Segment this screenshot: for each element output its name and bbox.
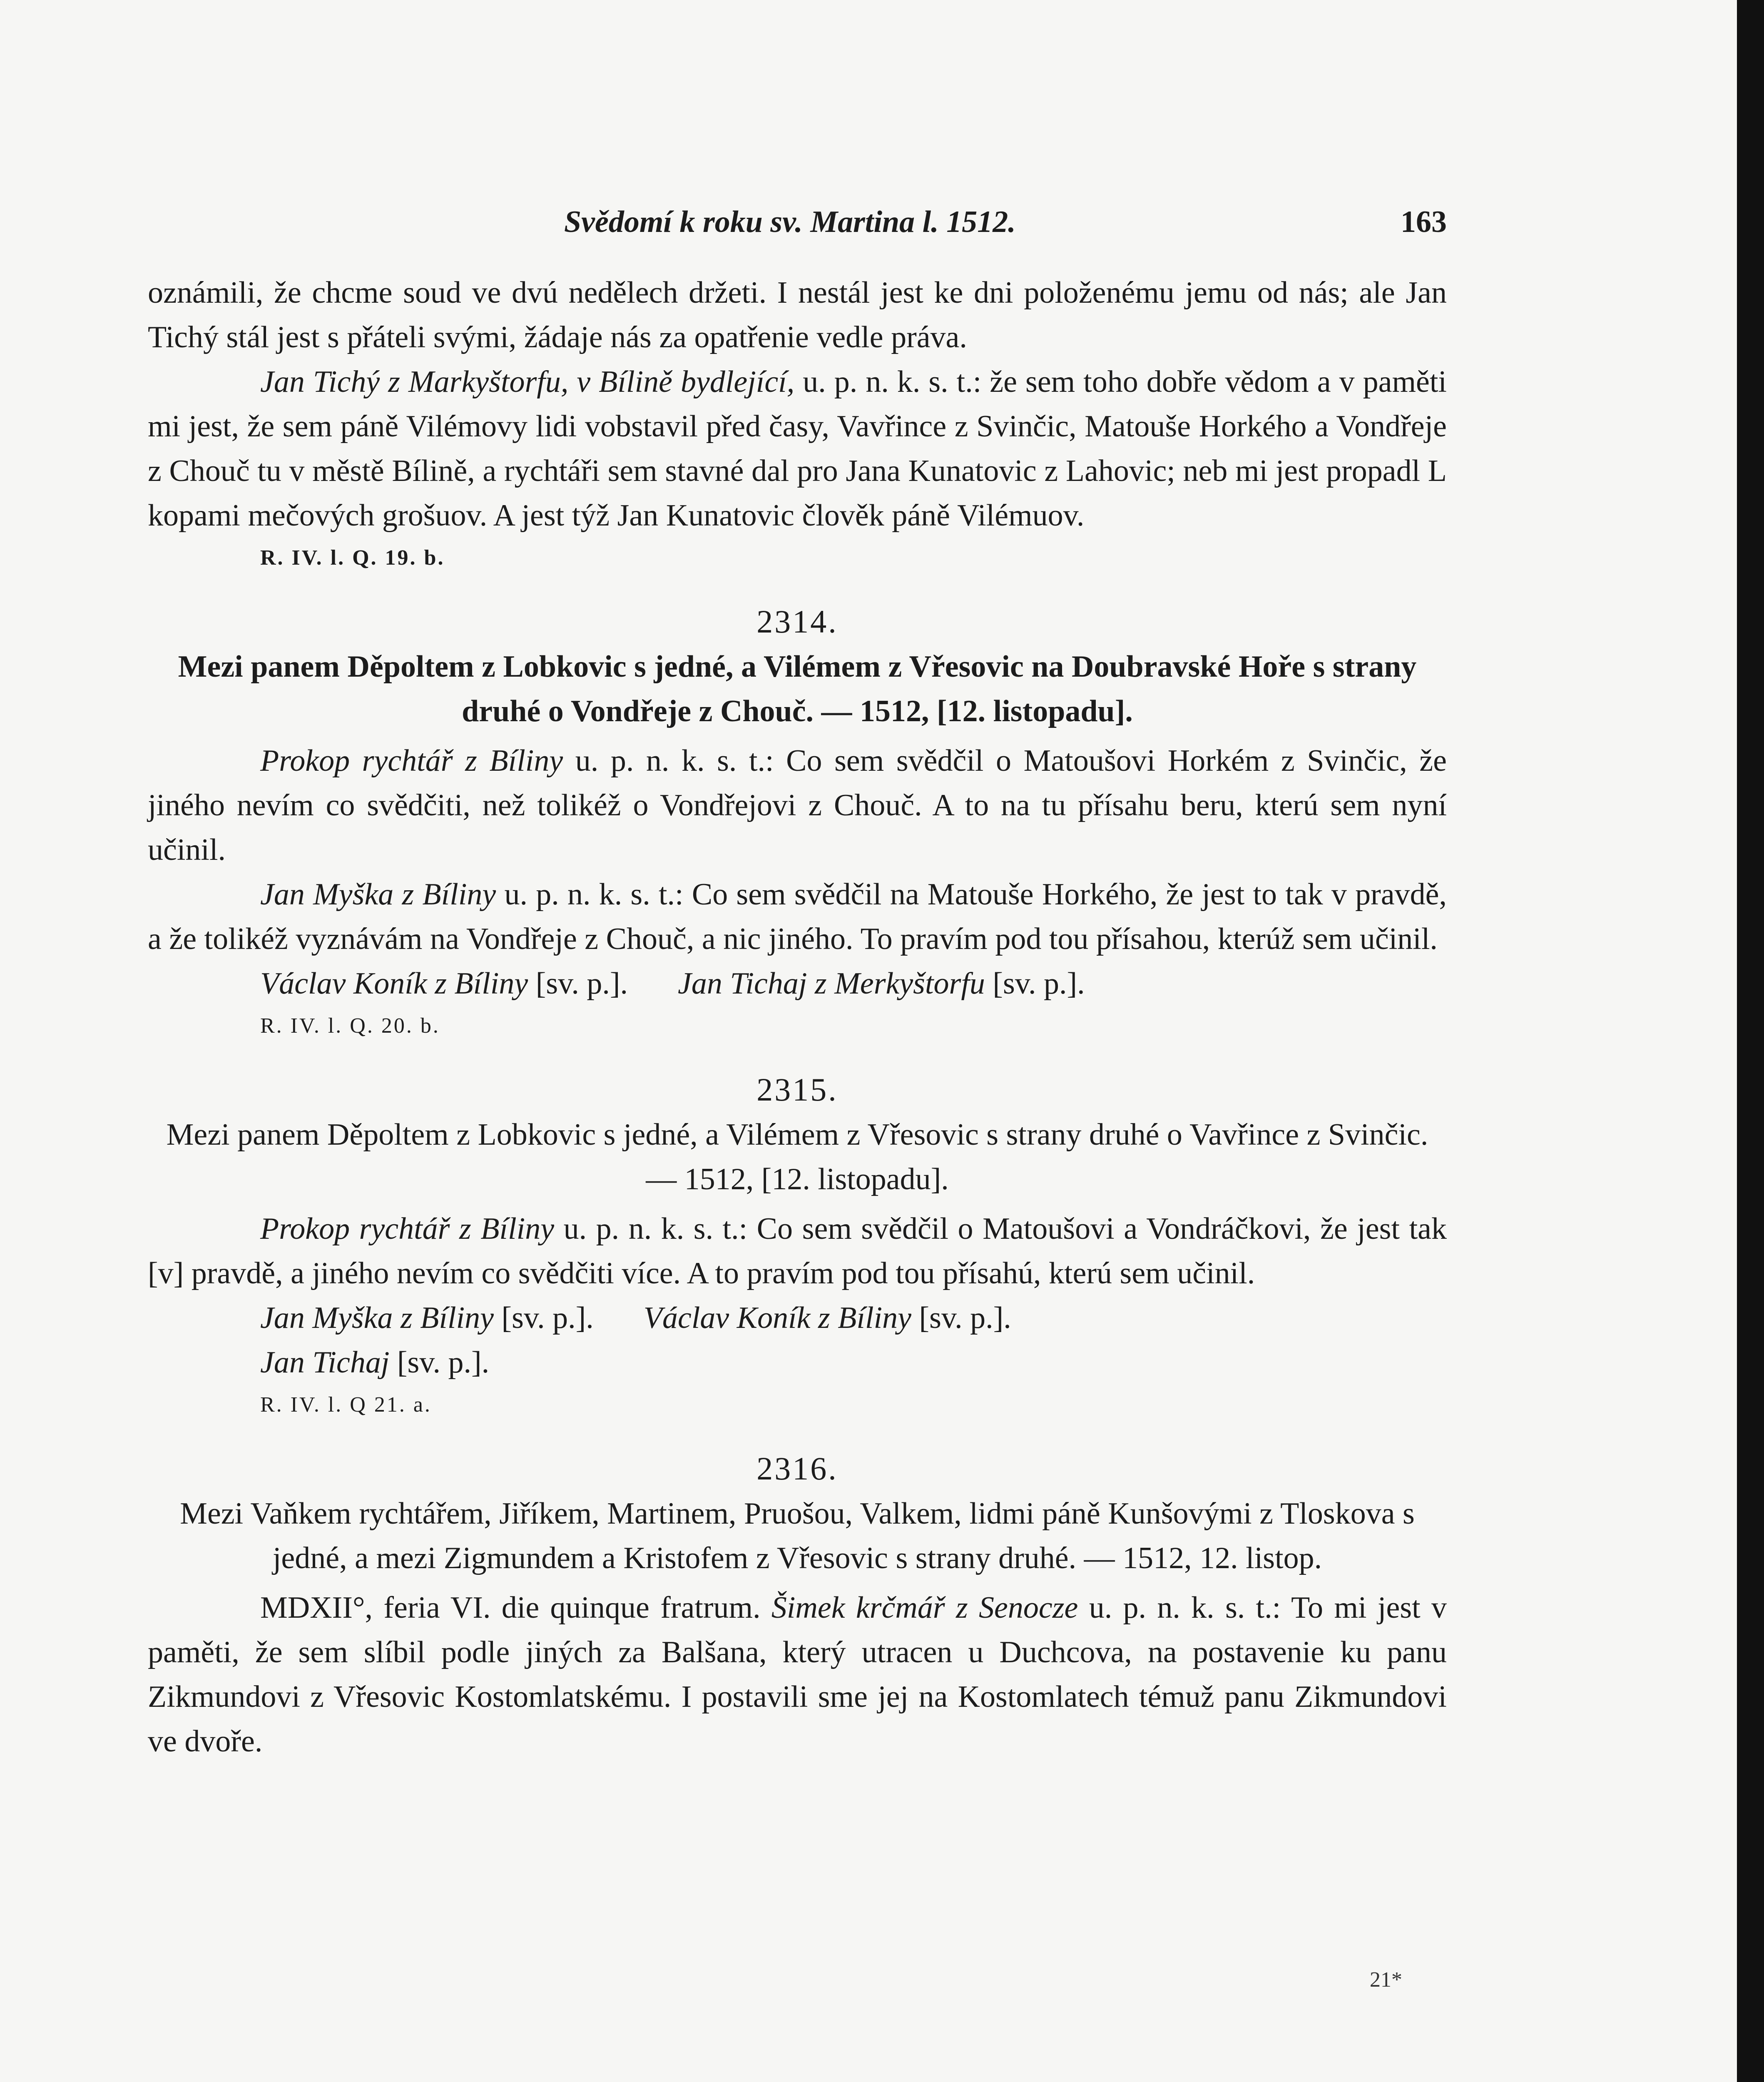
testimony-2315-1: [148, 1207, 1447, 1296]
testimony-2314-1: [148, 739, 1447, 872]
scan-edge: [1737, 0, 1764, 2082]
page-header: [148, 200, 1447, 246]
witness-name: Jan Myška z Bíliny: [260, 877, 496, 911]
witness-testimony: u. p. n. k. s. t.: Co sem svědčil o Matoušovi Horkém z Svinčic, že jiného nevím co svědčiti, než tolikéž o Vondřejovi z Chouč. A to na tu přísahu beru, kterú sem nyní učinil.: [148, 744, 1447, 867]
witness-testimony: u. p. n. k. s. t.: Co sem svědčil na Matouše Horkého, že jest to tak v pravdě, a že tolikéž vyznávám na Vondřeje z Chouč, a nic jiného. To pravím pod tou přísahou, kterúž sem učinil.: [148, 877, 1447, 956]
witness-name: Václav Koník z Bíliny: [643, 1301, 912, 1335]
intro-paragraph-2: [148, 360, 1447, 538]
entry-summary-2316: Mezi Vaňkem rychtářem, Jiříkem, Martinem, Pruošou, Valkem, lidmi páně Kunšovými z Tloskova s jedné, a mezi Zigmundem a Kristofem z Vřesovic s strany druhé. — 1512, 12. listop.: [180, 1497, 1415, 1575]
witness-testimony: [sv. p.].: [985, 966, 1085, 1001]
entry-summary-2315: Mezi panem Děpoltem z Lobkovic s jedné, a Vilémem z Vřesovic s strany druhé o Vavřince z Svinčic. — 1512, [12. listopadu].: [166, 1118, 1428, 1196]
witness-name: Jan Tichaj: [260, 1345, 390, 1380]
entry-number-2316: 2316.: [756, 1450, 838, 1487]
witness-line-2315-a: [148, 1296, 1447, 1340]
testimony-2314-2: [148, 872, 1447, 961]
entry-number-2314: 2314.: [756, 603, 838, 640]
witness-name: Šimek krčmář z Senocze: [771, 1591, 1078, 1625]
witness-line-2315-b: [148, 1340, 1447, 1385]
witness-testimony: u. p. n. k. s. t.: že sem toho dobře vědom a v paměti mi jest, že sem páně Vilémovy lidi vobstavil před časy, Vavřince z Svinčic, Matouše Horkého a Vondřeje z Chouč tu v městě Bílině, a rychtáři sem stavné dal pro Jana Kunatovic z Lahovic; neb mi jest propadl L kopami mečových grošuov. A jest týž Jan Kunatovic člověk páně Vilémuov.: [148, 365, 1447, 533]
sheet-signature-mark: 21*: [1370, 1968, 1402, 1992]
witness-line-2314: [148, 961, 1447, 1006]
testimony-2316-1: [148, 1586, 1447, 1764]
witness-testimony: u. p. n. k. s. t.: To mi jest v paměti, že sem slíbil podle jiných za Balšana, který utracen u Duchcova, na postavenie ku panu Zikmundovi z Vřesovic Kostomlatskému. I postavili sme jej na Kostomlatech témuž panu Zikmundovi ve dvoře.: [148, 1591, 1447, 1758]
witness-testimony: [sv. p.].: [528, 966, 628, 1001]
witness-testimony: [sv. p.].: [911, 1301, 1011, 1335]
entry-summary-2314: Mezi panem Děpoltem z Lobkovic s jedné, a Vilémem z Vřesovic na Doubravské Hoře s strany druhé o Vondřeje z Chouč. — 1512, [12. listopadu].: [178, 650, 1417, 728]
archive-signature: R. IV. l. Q. 20. b.: [260, 1014, 440, 1038]
witness-name: Jan Tichaj z Merkyštorfu: [678, 966, 985, 1001]
archive-signature: R. IV. l. Q. 19. b.: [260, 546, 445, 570]
entry-number-2315: 2315.: [756, 1071, 838, 1108]
witness-testimony: u. p. n. k. s. t.: Co sem svědčil o Matoušovi a Vondráčkovi, že jest tak [v] pravdě, a jiného nevím co svědčiti více. A to pravím pod tou přísahú, kterú sem učinil.: [148, 1212, 1447, 1290]
running-title: Svědomí k roku sv. Martina l. 1512.: [564, 205, 1016, 239]
witness-name: Prokop rychtář z Bíliny: [260, 744, 563, 778]
intro-paragraph-1: oznámili, že chcme soud ve dvú nedělech držeti. I nestál jest ke dni položenému jemu od nás; ale Jan Tichý stál jest s přáteli svými, žádaje nás za opatřenie vedle práva.: [148, 276, 1447, 354]
witness-name: Jan Tichý z Markyštorfu, v Bílině bydlející,: [260, 365, 795, 399]
witness-name: Jan Myška z Bíliny: [260, 1301, 494, 1335]
date-formula: MDXII°, feria VI. die quinque fratrum.: [260, 1591, 771, 1625]
witness-testimony: [sv. p.].: [494, 1301, 594, 1335]
archive-signature: R. IV. l. Q 21. a.: [260, 1393, 432, 1417]
witness-testimony: [sv. p.].: [389, 1345, 490, 1380]
witness-name: Prokop rychtář z Bíliny: [260, 1212, 555, 1246]
page-number: 163: [1401, 205, 1447, 239]
page-content: [148, 200, 1447, 1764]
witness-name: Václav Koník z Bíliny: [260, 966, 528, 1001]
